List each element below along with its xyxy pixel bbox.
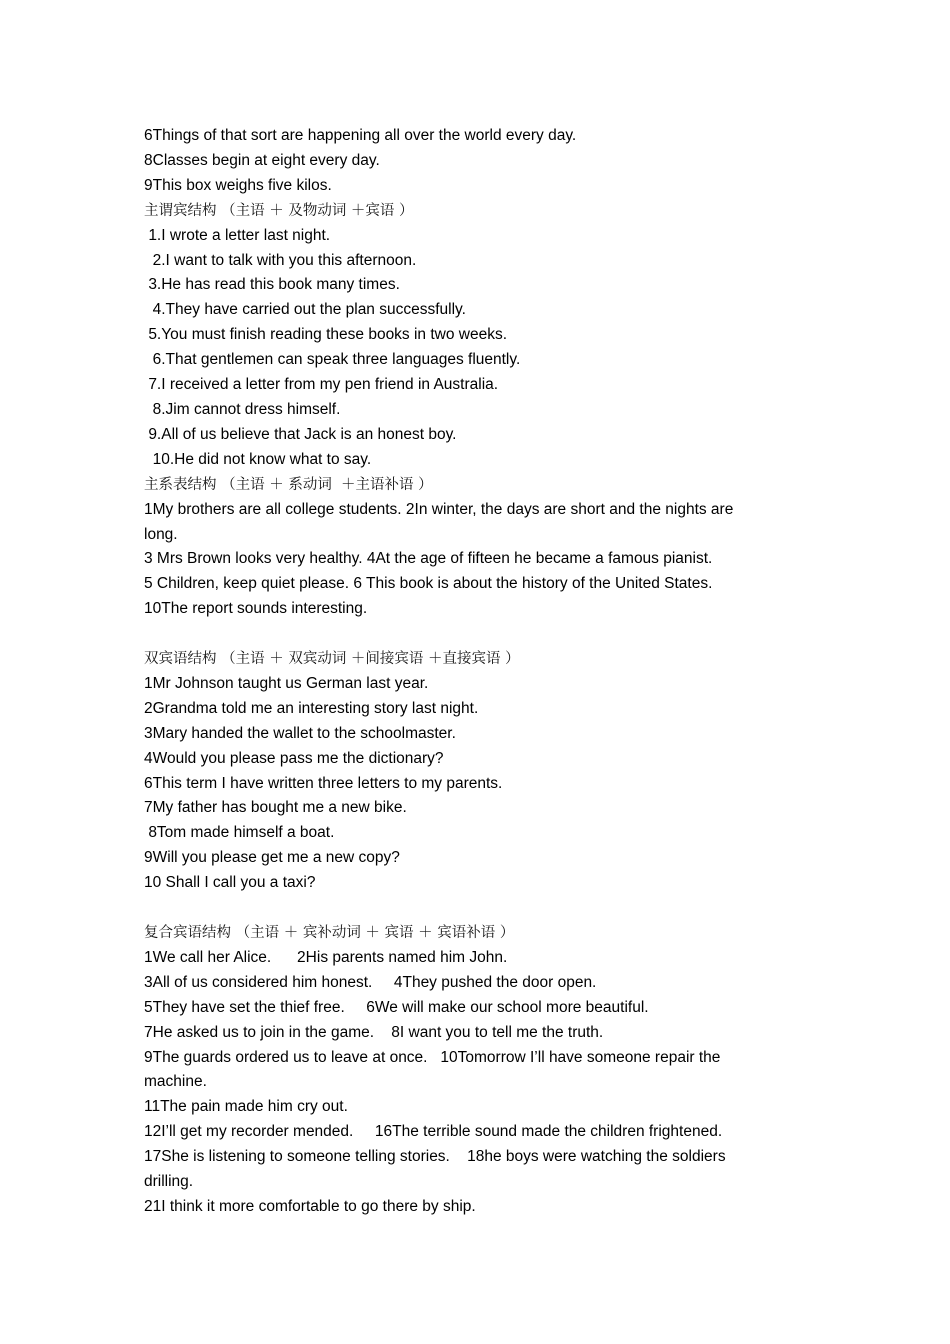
text-line: 2.I want to talk with you this afternoon. xyxy=(144,251,417,269)
text-line: 3.He has read this book many times. xyxy=(144,276,400,294)
text-line: 3 Mrs Brown looks very healthy. 4At the age of fifteen he became a famous pianist. xyxy=(144,550,713,568)
text-line: 1.I wrote a letter last night. xyxy=(144,226,331,244)
text-line: 10 Shall I call you a taxi? xyxy=(144,874,316,892)
text-line: 1We call her Alice. 2His parents named him John. xyxy=(144,948,508,966)
text-line: 10.He did not know what to say. xyxy=(144,450,372,468)
text-line: 1Mr Johnson taught us German last year. xyxy=(144,674,429,692)
text-line: 9Will you please get me a new copy? xyxy=(144,849,400,867)
text-line: 9.All of us believe that Jack is an honest boy. xyxy=(144,425,457,443)
blank-line xyxy=(144,622,804,647)
section-heading: 双宾语结构 （主语 ＋ 双宾动词 ＋间接宾语 ＋直接宾语 ） xyxy=(144,651,520,668)
text-line: 5 Children, keep quiet please. 6 This book is about the history of the United States. xyxy=(144,575,713,593)
text-line: 6This term I have written three letters to my parents. xyxy=(144,774,503,792)
text-line: 8Tom made himself a boat. xyxy=(144,824,335,842)
blank-line xyxy=(144,896,804,921)
text-line: 6Things of that sort are happening all over the world every day. xyxy=(144,127,577,144)
section-heading: 主谓宾结构 （主语 ＋ 及物动词 ＋宾语 ） xyxy=(144,202,414,219)
text-line: 6.That gentlemen can speak three languages fluently. xyxy=(144,351,521,369)
text-line: 12I’ll get my recorder mended. 16The terrible sound made the children frightened. xyxy=(144,1123,723,1141)
text-line: machine. xyxy=(144,1073,207,1091)
text-line: 3All of us considered him honest. 4They pushed the door open. xyxy=(144,973,597,991)
text-line: 4.They have carried out the plan successfully. xyxy=(144,301,466,319)
text-line: 10The report sounds interesting. xyxy=(144,600,368,618)
text-line: 1My brothers are all college students. 2In winter, the days are short and the nights are xyxy=(144,500,734,518)
text-line: 4Would you please pass me the dictionary? xyxy=(144,749,444,767)
text-line: drilling. xyxy=(144,1173,194,1191)
text-line: 2Grandma told me an interesting story last night. xyxy=(144,699,479,717)
section-heading: 主系表结构 （主语 ＋ 系动词 ＋主语补语 ） xyxy=(144,476,433,493)
text-line: 21I think it more comfortable to go there by ship. xyxy=(144,1197,476,1215)
text-line: 3Mary handed the wallet to the schoolmaster. xyxy=(144,724,456,742)
section-heading: 复合宾语结构 （主语 ＋ 宾补动词 ＋ 宾语 ＋ 宾语补语 ） xyxy=(144,924,515,941)
text-line: 11The pain made him cry out. xyxy=(144,1098,348,1116)
text-line: 5They have set the thief free. 6We will make our school more beautiful. xyxy=(144,998,649,1016)
document-page xyxy=(144,124,804,1220)
text-line: 7He asked us to join in the game. 8I want you to tell me the truth. xyxy=(144,1023,604,1041)
text-line: 9The guards ordered us to leave at once. 10Tomorrow I’ll have someone repair the xyxy=(144,1048,721,1066)
text-line: 7.I received a letter from my pen friend in Australia. xyxy=(144,376,499,394)
text-line: 7My father has bought me a new bike. xyxy=(144,799,407,817)
text-line: long. xyxy=(144,525,178,543)
text-line: 9This box weighs five kilos. xyxy=(144,176,332,194)
text-line: 8.Jim cannot dress himself. xyxy=(144,400,341,418)
text-line: 5.You must finish reading these books in two weeks. xyxy=(144,326,508,344)
text-line: 17She is listening to someone telling stories. 18he boys were watching the soldiers xyxy=(144,1148,726,1166)
text-line: 8Classes begin at eight every day. xyxy=(144,151,380,169)
